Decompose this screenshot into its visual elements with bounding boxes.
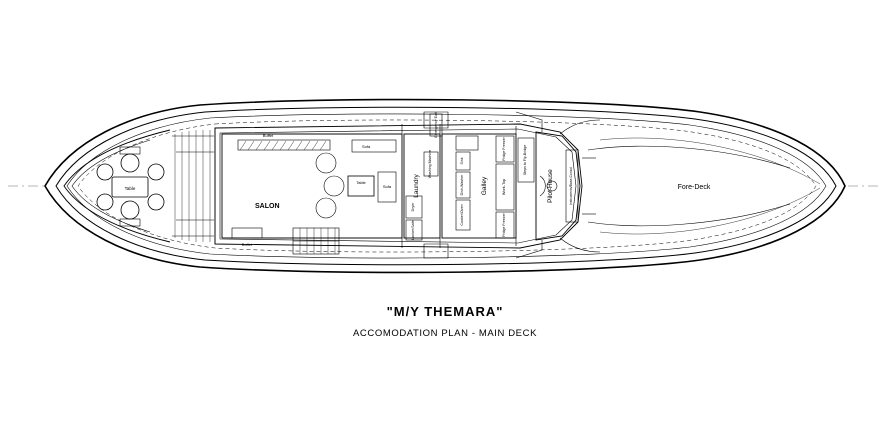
sofa-upper-label: Sofa — [362, 144, 371, 149]
laundry-label: Laundry — [413, 174, 420, 198]
chair-top — [121, 154, 139, 172]
fridge-freezer-top-label: Fridge Freezer — [502, 137, 506, 161]
salon-table — [348, 176, 374, 196]
sink-label: Sink — [460, 157, 464, 165]
drawing-title: "M/Y THEMARA" — [386, 304, 504, 319]
buffet-upper-label: Buffet — [262, 133, 274, 138]
washing-machine-label: Washing Machine — [428, 149, 432, 179]
aft-table-label: Table — [124, 186, 136, 191]
locker-safe-label: Locker/Safe — [411, 220, 415, 240]
chair-lower-right — [148, 194, 164, 210]
sofa-lower-label: Sofa — [382, 184, 392, 189]
hull-outline — [45, 100, 845, 273]
chair-bottom — [121, 201, 139, 219]
cooker-oven-label: Cooker/Oven — [460, 204, 464, 226]
salon-label: SALON — [255, 203, 280, 210]
emergency-exit-label: Emergency Exit — [434, 112, 438, 138]
instruments-console-label: Instruments/Base-Consol — [569, 166, 573, 206]
salon-table-label: Table — [356, 180, 366, 185]
drawing-subtitle: ACCOMODATION PLAN - MAIN DECK — [352, 328, 538, 339]
fore-deck-label: Fore-Deck — [677, 184, 711, 191]
dryer-label: Dryer — [411, 202, 415, 212]
buffet-lower-label: Buffet — [241, 242, 253, 247]
steps-to-flybridge-label: Steps to Fly-Bridge — [523, 144, 527, 176]
fridge-freezer-bottom-label: Fridge Freezer — [502, 213, 506, 237]
pilot-house-label: Pilot-House — [547, 169, 554, 203]
chair-upper-right — [148, 164, 164, 180]
dish-washer-label: Dish-Washer — [460, 174, 464, 196]
work-top-label: Work-Top — [502, 178, 506, 196]
chair-upper-left — [97, 164, 113, 180]
galley-label: Galley — [481, 176, 488, 196]
chair-lower-left — [97, 194, 113, 210]
